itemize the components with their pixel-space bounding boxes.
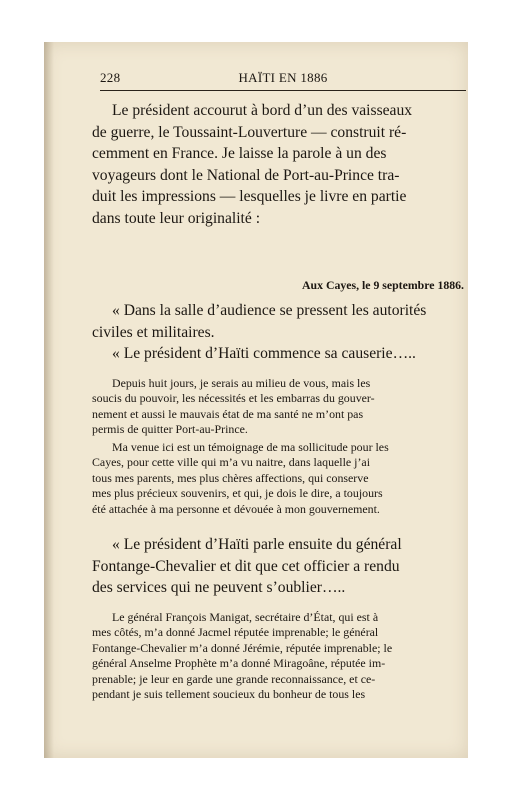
text-line: permis de quitter Port-au-Prince. — [92, 422, 248, 437]
text-line: « Dans la salle d’audience se pressent les autorités — [112, 302, 427, 319]
text-line: été attachée à ma personne et dévouée à mon gouvernement. — [92, 501, 380, 516]
text-line: des services qui ne peuvent s’oublier….. — [92, 579, 346, 596]
quote-block-3 — [92, 610, 466, 702]
page-number: 228 — [100, 70, 121, 85]
text-line: « Le président d’Haïti parle ensuite du général — [112, 536, 402, 553]
text-line: « Le président d’Haïti commence sa causerie….. — [112, 345, 416, 362]
book-page — [44, 42, 468, 758]
paragraph-audience — [92, 300, 466, 343]
text-line: Fontange-Chevalier et dit que cet officier a rendu — [92, 557, 400, 575]
text-line: mes plus précieux souvenirs, et qui, je dois le dire, a toujours — [92, 486, 383, 501]
quote-block-2 — [92, 440, 466, 517]
page-header — [100, 70, 466, 88]
text-line: prenable; je leur en garde une grande reconnaissance, et ce- — [92, 671, 376, 686]
quote-block-1 — [92, 376, 466, 438]
text-line: Le général François Manigat, secrétaire d’État, qui est à — [112, 610, 379, 624]
text-line: Ma venue ici est un témoignage de ma sollicitude pour les — [112, 440, 389, 454]
text-line: Fontange-Chevalier m’a donné Jérémie, réputée imprenable; le — [92, 640, 393, 655]
paragraph-intro — [92, 100, 466, 229]
paragraph-fontange — [92, 534, 466, 599]
dateline: Aux Cayes, le 9 septembre 1886. — [302, 278, 464, 292]
text-line: nement et aussi le mauvais état de ma santé ne m’ont pas — [92, 406, 364, 421]
running-title: HAÏTI EN 1886 — [238, 70, 328, 85]
text-line: tous mes parents, mes plus chères affections, qui conserve — [92, 470, 369, 485]
page-spine-shadow — [44, 42, 54, 758]
text-line: Le président accourut à bord d’un des vaisseaux — [112, 102, 413, 119]
text-line: civiles et militaires. — [92, 323, 215, 341]
text-line: duit les impressions — lesquelles je livre en partie — [92, 188, 407, 205]
text-line: pendant je suis tellement soucieux du bonheur de tous les — [92, 687, 366, 702]
header-rule — [100, 90, 466, 91]
text-line: de guerre, le Toussaint-Louverture — construit ré- — [92, 123, 407, 141]
text-line: soucis du pouvoir, les nécessités et les embarras du gouver- — [92, 391, 375, 406]
text-line: cemment en France. Je laisse la parole à un des — [92, 145, 387, 162]
text-line: Cayes, pour cette ville qui m’a vu naitre, dans laquelle j’ai — [92, 455, 371, 470]
paragraph-causerie — [92, 343, 466, 365]
text-line: mes côtés, m’a donné Jacmel réputée imprenable; le général — [92, 625, 379, 640]
text-line: général Anselme Prophète m’a donné Miragoâne, réputée im- — [92, 656, 386, 671]
text-line: Depuis huit jours, je serais au milieu de vous, mais les — [112, 376, 371, 390]
text-line: voyageurs dont le National de Port-au-Prince tra- — [92, 166, 400, 184]
text-line: dans toute leur originalité : — [92, 209, 261, 227]
